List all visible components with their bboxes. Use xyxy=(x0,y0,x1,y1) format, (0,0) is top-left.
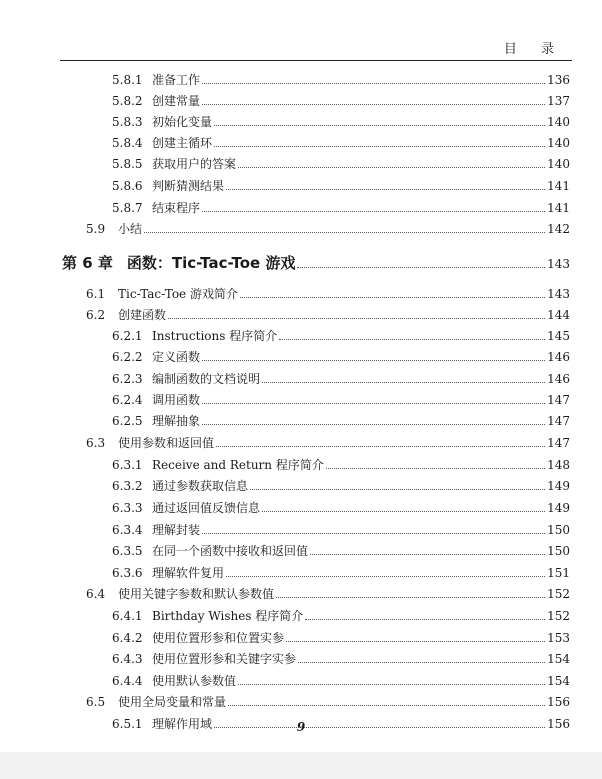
toc-leader-dots xyxy=(168,317,545,319)
toc-entry-title: Instructions 程序简介 xyxy=(152,329,278,343)
page-number: 9 xyxy=(296,720,306,734)
toc-entry-page: 150 xyxy=(547,544,570,558)
toc-leader-dots xyxy=(202,402,545,404)
header-title: 目 录 xyxy=(503,42,564,57)
toc-entry-page: 150 xyxy=(547,523,570,537)
toc-entry-title: Tic-Tac-Toe 游戏简介 xyxy=(118,287,238,301)
toc-entry-title: 使用位置形参和位置实参 xyxy=(152,631,285,645)
toc-entry-page: 137 xyxy=(547,94,570,108)
toc-entry-number: 6.3.4 xyxy=(112,523,143,537)
toc-leader-dots xyxy=(298,661,545,663)
toc-entry-page: 140 xyxy=(547,136,570,150)
toc-entry-title: 在同一个函数中接收和返回值 xyxy=(152,544,309,558)
toc-entry-page: 144 xyxy=(547,308,570,322)
toc-entry-number: 6.3.1 xyxy=(112,458,143,472)
toc-entry-title: 定义函数 xyxy=(152,350,201,364)
toc-entry-number: 6.4 xyxy=(86,587,106,601)
toc-entry-page: 149 xyxy=(547,501,570,515)
toc-leader-dots xyxy=(202,210,545,212)
toc-leader-dots xyxy=(297,266,545,268)
toc-entry-number: 5.9 xyxy=(86,222,106,236)
toc-entry-number: 6.5.1 xyxy=(112,717,143,731)
toc-entry[interactable] xyxy=(112,391,570,408)
toc-entry-page: 146 xyxy=(547,372,570,386)
toc-leader-dots xyxy=(202,532,545,534)
toc-entry-number: 6.4.2 xyxy=(112,631,143,645)
toc-entry-page: 151 xyxy=(547,566,570,580)
toc-entry-number: 5.8.2 xyxy=(112,94,143,108)
toc-entry[interactable] xyxy=(86,693,570,710)
toc-entry-title: 初始化变量 xyxy=(152,115,213,129)
toc-leader-dots xyxy=(262,510,545,512)
toc-entry-title: 理解作用域 xyxy=(152,717,213,731)
toc-entry-title: 函数：Tic-Tac-Toe 游戏 xyxy=(126,254,296,272)
toc-entry-page: 152 xyxy=(547,609,570,623)
toc-leader-dots xyxy=(286,640,545,642)
toc-entry[interactable] xyxy=(86,306,570,323)
toc-entry-page: 141 xyxy=(547,179,570,193)
toc-entry[interactable] xyxy=(112,521,570,538)
toc-entry-number: 6.4.1 xyxy=(112,609,143,623)
toc-leader-dots xyxy=(226,575,545,577)
toc-entry-title: 调用函数 xyxy=(152,393,201,407)
toc-entry-page: 154 xyxy=(547,674,570,688)
toc-leader-dots xyxy=(305,618,545,620)
toc-entry-number: 6.2.2 xyxy=(112,350,143,364)
toc-entry-number: 5.8.4 xyxy=(112,136,143,150)
toc-entry-number: 6.3.6 xyxy=(112,566,143,580)
toc-entry-title: 创建主循环 xyxy=(152,136,213,150)
toc-entry-number: 6.3.2 xyxy=(112,479,143,493)
toc-entry-number: 6.1 xyxy=(86,287,106,301)
toc-leader-dots xyxy=(202,103,545,105)
toc-entry-page: 141 xyxy=(547,201,570,215)
toc-entry[interactable] xyxy=(112,327,570,344)
toc-leader-dots xyxy=(216,445,545,447)
toc-entry-title: 结束程序 xyxy=(152,201,201,215)
toc-entry[interactable] xyxy=(112,370,570,387)
toc-leader-dots xyxy=(326,467,545,469)
toc-entry-number: 6.2.5 xyxy=(112,414,143,428)
toc-entry-page: 147 xyxy=(547,393,570,407)
toc-entry[interactable] xyxy=(112,71,570,88)
toc-leader-dots xyxy=(144,231,545,233)
toc-entry[interactable] xyxy=(112,477,570,494)
toc-entry[interactable] xyxy=(112,564,570,581)
toc-entry-page: 156 xyxy=(547,695,570,709)
toc-entry[interactable] xyxy=(86,285,570,302)
toc-entry-page: 140 xyxy=(547,115,570,129)
toc-entry-number: 6.5 xyxy=(86,695,106,709)
toc-entry[interactable] xyxy=(112,456,570,473)
toc-leader-dots xyxy=(202,423,545,425)
toc-entry-number: 5.8.6 xyxy=(112,179,143,193)
toc-entry[interactable] xyxy=(112,113,570,130)
toc-entry-title: 判断猜测结果 xyxy=(152,179,225,193)
toc-entry[interactable] xyxy=(112,542,570,559)
toc-entry[interactable] xyxy=(112,348,570,365)
toc-leader-dots xyxy=(238,683,545,685)
toc-entry-title: Receive and Return 程序简介 xyxy=(152,458,324,472)
toc-entry-number: 5.8.7 xyxy=(112,201,143,215)
toc-leader-dots xyxy=(262,381,545,383)
toc-entry[interactable] xyxy=(86,434,570,451)
toc-entry-title: 获取用户的答案 xyxy=(152,157,237,171)
toc-leader-dots xyxy=(202,82,545,84)
toc-entry-title: 创建常量 xyxy=(152,94,201,108)
toc-entry-title: 通过参数获取信息 xyxy=(152,479,249,493)
toc-leader-dots xyxy=(240,296,545,298)
toc-entry-page: 149 xyxy=(547,479,570,493)
toc-entry-title: 理解封装 xyxy=(152,523,201,537)
toc-entry[interactable] xyxy=(112,177,570,194)
toc-entry[interactable] xyxy=(112,412,570,429)
toc-entry[interactable] xyxy=(112,499,570,516)
toc-entry[interactable] xyxy=(112,672,570,689)
toc-entry[interactable] xyxy=(112,629,570,646)
toc-entry-title: 创建函数 xyxy=(118,308,167,322)
toc-leader-dots xyxy=(279,338,545,340)
toc-entry[interactable] xyxy=(112,650,570,667)
toc-leader-dots xyxy=(214,145,545,147)
toc-leader-dots xyxy=(202,359,545,361)
page-header xyxy=(60,36,572,61)
toc-entry-number: 6.2.4 xyxy=(112,393,143,407)
toc-entry[interactable] xyxy=(112,607,570,624)
toc-leader-dots xyxy=(238,166,545,168)
toc-entry-page: 142 xyxy=(547,222,570,236)
toc-entry-number: 6.3 xyxy=(86,436,106,450)
toc-entry[interactable] xyxy=(112,134,570,151)
toc-entry-number: 6.2 xyxy=(86,308,106,322)
toc-entry-page: 154 xyxy=(547,652,570,666)
toc-entry-number: 6.4.3 xyxy=(112,652,143,666)
toc-entry[interactable] xyxy=(112,155,570,172)
toc-entry-number: 5.8.1 xyxy=(112,73,143,87)
toc-entry-page: 140 xyxy=(547,157,570,171)
toc-entry-page: 148 xyxy=(547,458,570,472)
toc-entry-number: 5.8.5 xyxy=(112,157,143,171)
toc-entry-title: Birthday Wishes 程序简介 xyxy=(152,609,304,623)
toc-entry-number: 第 6 章 xyxy=(62,254,113,272)
toc-entry-page: 136 xyxy=(547,73,570,87)
toc-entry[interactable] xyxy=(112,92,570,109)
toc-entry[interactable] xyxy=(86,220,570,237)
toc-entry-title: 准备工作 xyxy=(152,73,201,87)
toc-entry-title: 理解抽象 xyxy=(152,414,201,428)
toc-entry[interactable] xyxy=(86,585,570,602)
toc-entry-page: 145 xyxy=(547,329,570,343)
toc-entry-title: 使用全局变量和常量 xyxy=(118,695,227,709)
toc-entry-page: 153 xyxy=(547,631,570,645)
toc-entry-page: 146 xyxy=(547,350,570,364)
toc-entry-title: 通过返回值反馈信息 xyxy=(152,501,261,515)
toc-entry[interactable] xyxy=(62,252,570,273)
toc-entry-page: 147 xyxy=(547,414,570,428)
toc-entry-title: 使用位置形参和关键字实参 xyxy=(152,652,297,666)
toc-entry-number: 5.8.3 xyxy=(112,115,143,129)
toc-entry-page: 156 xyxy=(547,717,570,731)
toc-leader-dots xyxy=(250,488,545,490)
toc-entry-title: 使用默认参数值 xyxy=(152,674,237,688)
toc-entry-page: 152 xyxy=(547,587,570,601)
toc-entry-page: 147 xyxy=(547,436,570,450)
toc-entry[interactable] xyxy=(112,199,570,216)
toc-entry-title: 小结 xyxy=(118,222,143,236)
toc-entry-title: 编制函数的文档说明 xyxy=(152,372,261,386)
toc-entry-number: 6.2.3 xyxy=(112,372,143,386)
toc-entry-title: 理解软件复用 xyxy=(152,566,225,580)
toc-entry-number: 6.3.5 xyxy=(112,544,143,558)
toc-entry-number: 6.4.4 xyxy=(112,674,143,688)
toc-leader-dots xyxy=(214,124,545,126)
footer-band xyxy=(0,752,602,779)
toc-entry-number: 6.2.1 xyxy=(112,329,143,343)
toc-leader-dots xyxy=(310,553,545,555)
toc-entry-title: 使用参数和返回值 xyxy=(118,436,215,450)
toc-leader-dots xyxy=(228,704,545,706)
toc-leader-dots xyxy=(226,188,545,190)
toc-entry-page: 143 xyxy=(547,257,570,271)
toc-entry-title: 使用关键字参数和默认参数值 xyxy=(118,587,275,601)
toc-entry-number: 6.3.3 xyxy=(112,501,143,515)
toc-leader-dots xyxy=(276,596,545,598)
toc-entry-page: 143 xyxy=(547,287,570,301)
